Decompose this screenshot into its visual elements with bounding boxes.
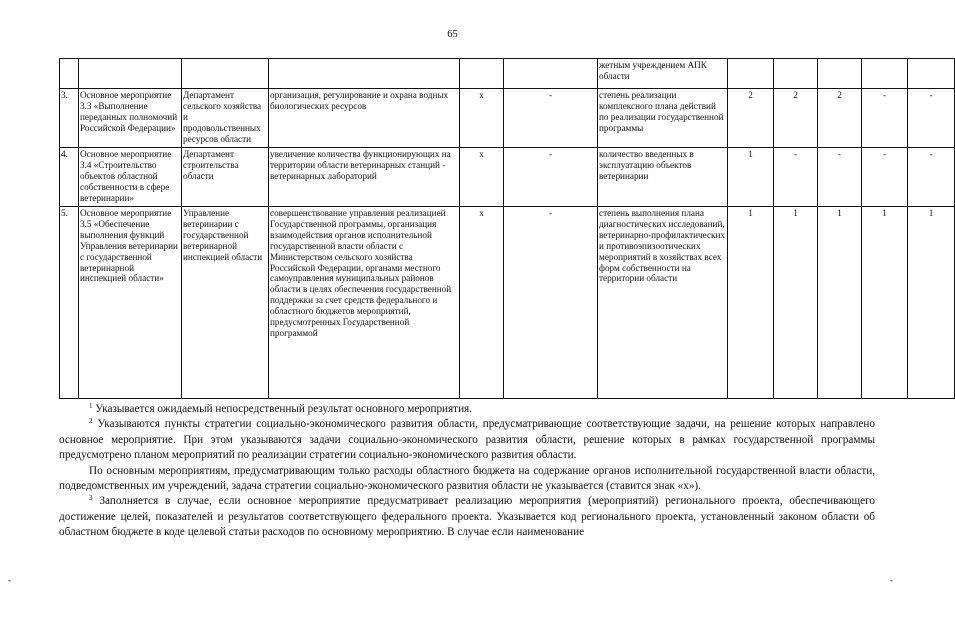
result-cell: увеличение количества функционирующих на территории области ветеринарных станций - ветеринарных лабораторий — [269, 148, 460, 207]
value-cell: - — [862, 148, 908, 207]
row-number: 5. — [60, 207, 79, 399]
goal-cell: x — [460, 207, 504, 399]
value-cell: 1 — [774, 207, 818, 399]
result-cell — [269, 59, 460, 89]
value-cell: 2 — [818, 89, 862, 148]
value-cell: - — [908, 89, 955, 148]
table-row — [60, 148, 955, 207]
measure-cell: Основное мероприятие 3.3 «Выполнение переданных полномочий Российской Федерации» — [79, 89, 182, 148]
indicator-cell: степень выполнения плана диагностических исследований, ветеринарно-профилактических и противоэпизоотических мероприятий в хозяйствах всех форм собственности на территории области — [598, 207, 728, 399]
value-cell: 1 — [908, 207, 955, 399]
value-cell: - — [774, 148, 818, 207]
footnote-text: Указывается ожидаемый непосредственный результат основного мероприятия. — [95, 403, 473, 415]
value-cell: 1 — [818, 207, 862, 399]
executor-cell: Управление ветеринарии с государственной ветеринарной инспекцией области — [182, 207, 269, 399]
result-cell: организация, регулирование и охрана водных биологических ресурсов — [269, 89, 460, 148]
footnote-1 — [59, 402, 875, 417]
value-cell — [862, 59, 908, 89]
footnote-2 — [59, 417, 875, 463]
value-cell: 2 — [774, 89, 818, 148]
executor-cell: Департамент строительства области — [182, 148, 269, 207]
footnote-text: Заполняется в случае, если основное мероприятие предусматривает реализацию мероприятия (мероприятий) регионального проекта, обеспечивающего достижение целей, показателей и результатов соответствующего федерального проекта. Указывается код регионального проекта, установленный законом области об областном бюджете в коде целевой статьи расходов по основному мероприятию. В случае если наименование — [59, 495, 876, 539]
row-number: 3. — [60, 89, 79, 148]
value-cell: - — [862, 89, 908, 148]
goal-cell: x — [460, 89, 504, 148]
footnote-text: Указываются пункты стратегии социально-экономического развития области, предусматривающие соответствующие задачи, на решение которых направлено основное мероприятие. При этом указываются задачи социально-экономического развития области, решение которых в рамках государственной программы предусмотрено планом мероприятий по реализации стратегии социально-экономического развития области. — [59, 418, 876, 462]
table-row — [60, 207, 955, 399]
row-number — [60, 59, 79, 89]
indicator-cell: количество введенных в эксплуатацию объектов ветеринарии — [598, 148, 728, 207]
indicator-cell: степень реализации комплексного плана действий по реализации государственной программы — [598, 89, 728, 148]
measures-table — [59, 58, 955, 399]
goal-cell — [460, 59, 504, 89]
row-number: 4. — [60, 148, 79, 207]
footnote-mark: 1 — [89, 402, 93, 410]
indicator-cell: жетным учреждением АПК области — [598, 59, 728, 89]
goal-cell: x — [460, 148, 504, 207]
value-cell: - — [818, 148, 862, 207]
page-number: 65 — [447, 29, 458, 40]
task-cell: - — [504, 89, 598, 148]
value-cell: 1 — [728, 207, 774, 399]
footnote-mark: 2 — [89, 417, 93, 426]
footnotes — [59, 402, 875, 541]
value-cell: - — [908, 148, 955, 207]
right-edge-mark: - — [890, 575, 893, 585]
measure-cell: Основное мероприятие 3.5 «Обеспечение выполнения функций Управления ветеринарии с государственной ветеринарной инспекцией области» — [79, 207, 182, 399]
footnote-3 — [59, 494, 875, 540]
left-edge-mark: - — [8, 575, 11, 585]
footnote-mark: 3 — [89, 494, 93, 503]
measure-cell: Основное мероприятие 3.4 «Строительство объектов областной собственности в сфере ветеринарии» — [79, 148, 182, 207]
measure-cell — [79, 59, 182, 89]
value-cell — [728, 59, 774, 89]
value-cell — [818, 59, 862, 89]
task-cell: - — [504, 207, 598, 399]
task-cell: - — [504, 148, 598, 207]
value-cell: 1 — [862, 207, 908, 399]
value-cell: 1 — [728, 148, 774, 207]
executor-cell: Департамент сельского хозяйства и продовольственных ресурсов области — [182, 89, 269, 148]
task-cell — [504, 59, 598, 89]
value-cell — [908, 59, 955, 89]
value-cell: 2 — [728, 89, 774, 148]
result-cell: совершенствование управления реализацией Государственной программы, организация взаимодействия органов исполнительной государственной власти области с Министерством сельского хозяйства Российской Федерации, органами местного самоуправления муниципальных районов области в целях обеспечения государственной поддержки за счет средств федерального и областного бюджетов мероприятий, предусмотренных Государственной программой — [269, 207, 460, 399]
table-row — [60, 89, 955, 148]
value-cell — [774, 59, 818, 89]
executor-cell — [182, 59, 269, 89]
footnote-paragraph: По основным мероприятиям, предусматривающим только расходы областного бюджета на содержание органов исполнительной государственной власти области, подведомственных им учреждений, задача стратегии социально-экономического развития области не указывается (ставится знак «x»). — [59, 464, 875, 493]
table-row — [60, 59, 955, 89]
